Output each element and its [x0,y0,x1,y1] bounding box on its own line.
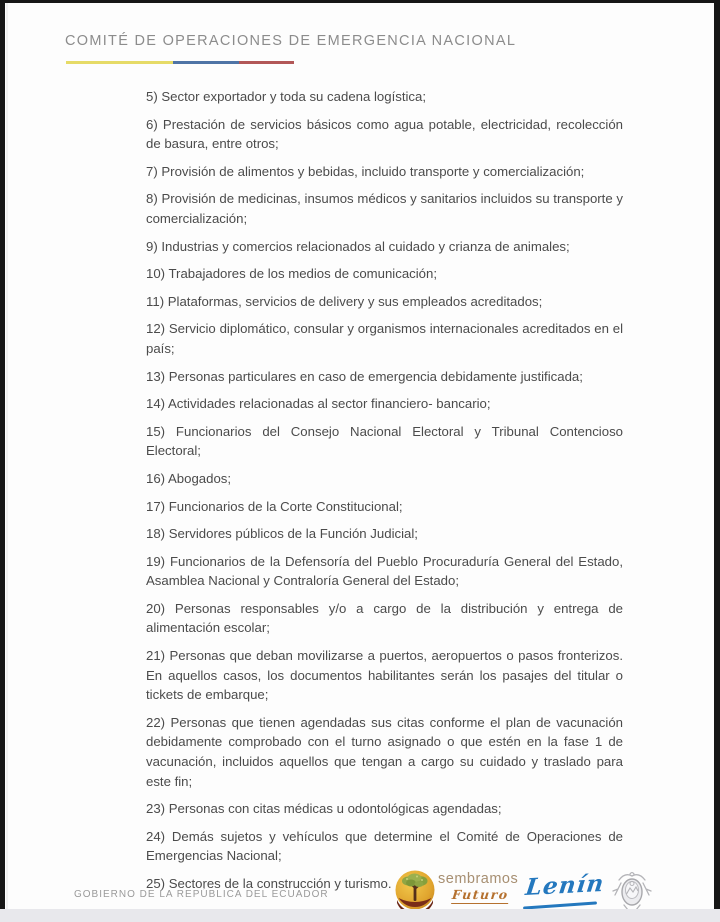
list-item: 24) Demás sujetos y vehículos que determine el Comité de Operaciones de Emergencias Nacional; [146,828,623,864]
list-item: 21) Personas que deban movilizarse a puertos, aeropuertos o pasos fronterizos. En aquellos casos, los documentos habilitantes serán los pasajes del titular o tickets de embarque; [146,648,623,703]
list-item: 5) Sector exportador y toda su cadena logística; [146,89,427,104]
numbered-list [146,87,623,902]
page-edge-shade [6,3,8,909]
list-item: 14) Actividades relacionadas al sector financiero- bancario; [146,396,491,412]
list-item: 17) Funcionarios de la Corte Constitucional; [146,498,403,514]
page-title: COMITÉ DE OPERACIONES DE EMERGENCIA NACIONAL [65,33,517,49]
list-item: 10) Trabajadores de los medios de comunicación; [146,266,438,282]
list-item: 12) Servicio diplomático, consular y organismos internacionales acreditados en el país; [146,321,623,356]
flag-blue-segment [173,61,239,64]
list-item: 23) Personas con citas médicas u odontológicas agendadas; [146,801,502,817]
list-item: 7) Provisión de alimentos y bebidas, incluido transporte y comercialización; [146,163,585,179]
sembramos-futuro-logo-icon [395,870,435,910]
document-page [5,3,714,909]
list-item: 25) Sectores de la construcción y turismo. [146,876,392,891]
list-item: 8) Provisión de medicinas, insumos médicos y sanitarios incluidos su transporte y comercialización; [146,191,623,226]
ecuador-coat-of-arms-icon [611,867,653,915]
ecuador-flag-divider [66,61,294,64]
list-item: 16) Abogados; [146,470,232,486]
government-footer-text: GOBIERNO DE LA REPÚBLICA DEL ECUADOR [74,889,329,900]
list-item: 19) Funcionarios de la Defensoría del Pueblo Procuraduría General del Estado, Asamblea Nacional y Contraloría General del Estado; [146,553,623,589]
list-item: 18) Servidores públicos de la Función Judicial; [146,526,418,542]
lenin-signature: Lenín [524,869,606,902]
flag-red-segment [239,61,294,64]
list-item: 20) Personas responsables y/o a cargo de la distribución y entrega de alimentación escolar; [146,600,623,636]
list-item: 22) Personas que tienen agendadas sus citas conforme el plan de vacunación debidamente comprobado con el turno asignado o que estén en la fase 1 de vacunación, incluidos aquellos que tengan a cargo su cuidado y traslado para este fin; [146,714,623,789]
list-item: 9) Industrias y comercios relacionados al cuidado y crianza de animales; [146,238,570,254]
lenin-signature-underline [523,901,597,909]
photo-bottom-band [0,909,720,922]
list-item: 13) Personas particulares en caso de emergencia debidamente justificada; [146,368,583,384]
list-item: 11) Plataformas, servicios de delivery y sus empleados acreditados; [146,293,543,309]
sembramos-wordmark: sembramos [438,871,519,887]
list-item: 6) Prestación de servicios básicos como agua potable, electricidad, recolección de basura, entre otros; [146,116,623,152]
flag-yellow-segment [66,61,173,64]
futuro-wordmark: Futuro [451,887,510,902]
list-item: 15) Funcionarios del Consejo Nacional Electoral y Tribunal Contencioso Electoral; [146,423,623,459]
